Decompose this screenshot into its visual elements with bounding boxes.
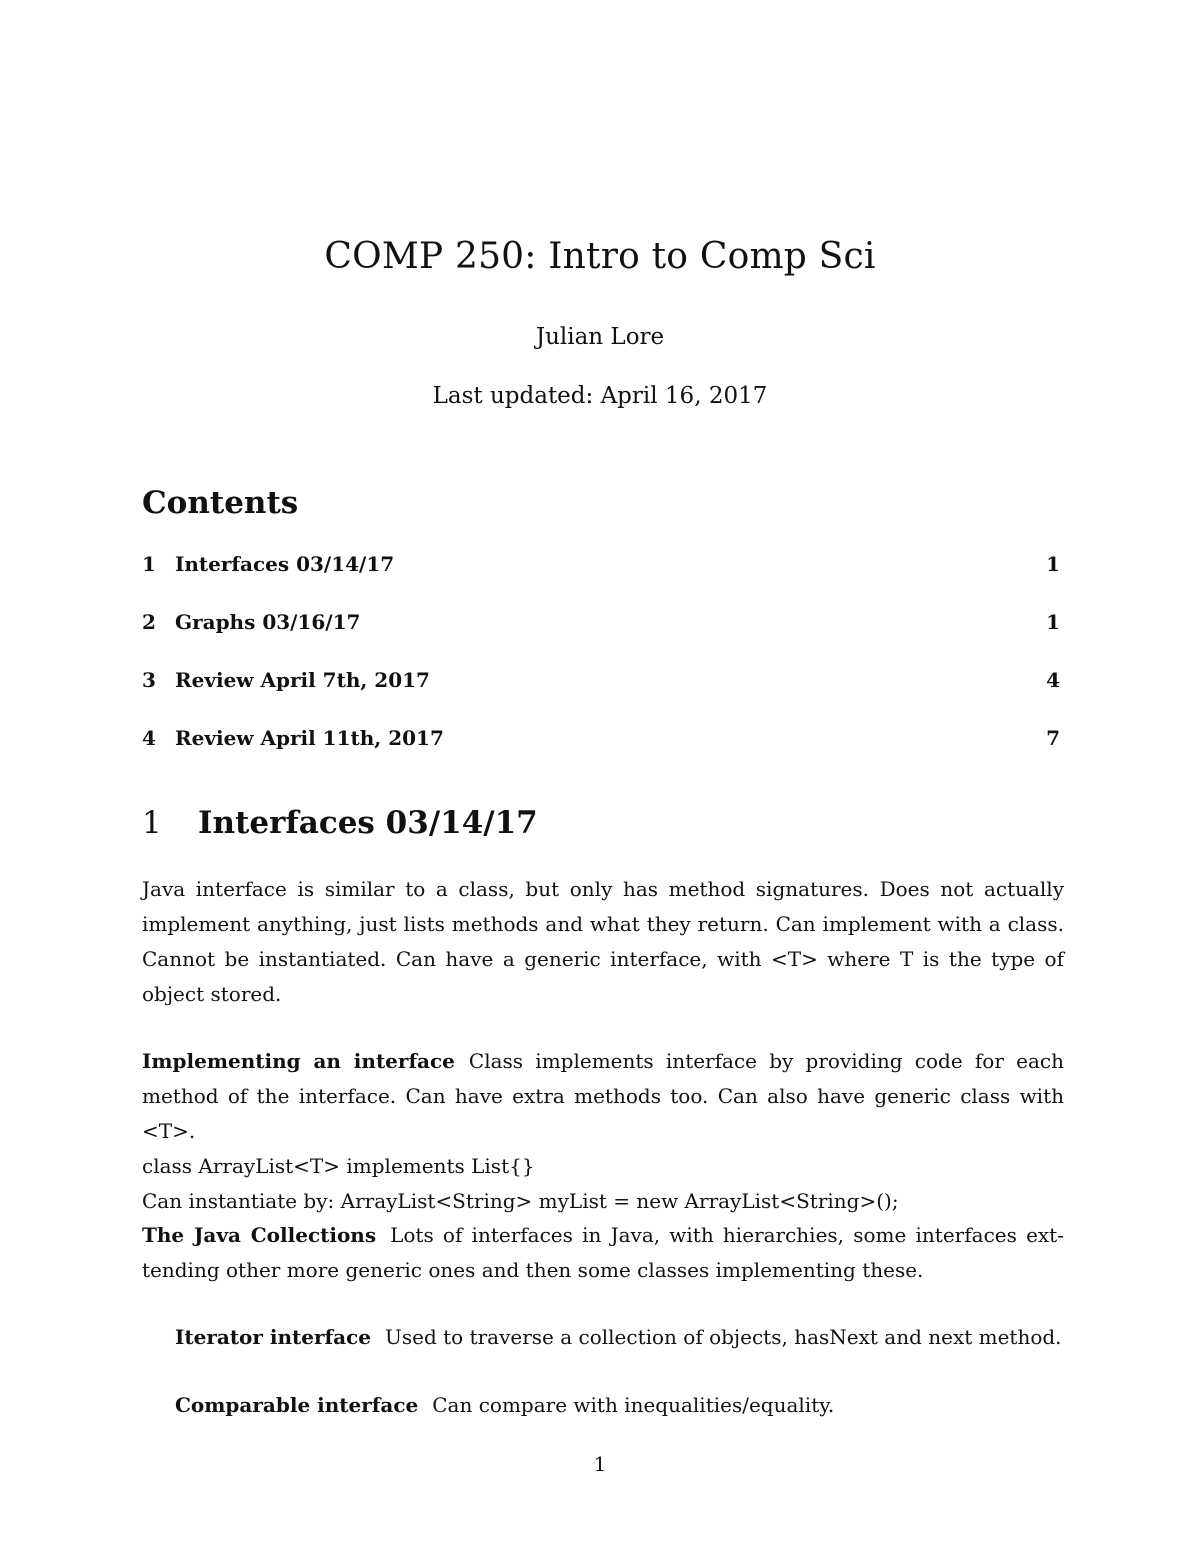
toc-entry-number: 4 [142, 726, 156, 750]
section-heading [142, 805, 538, 841]
toc-entry-number: 3 [142, 668, 156, 692]
collections-heading: The Java Collections [142, 1223, 377, 1247]
toc-entry-page: 1 [1046, 552, 1060, 576]
implementing-heading: Implementing an interface [142, 1049, 455, 1073]
collections-paragraph [142, 1218, 1064, 1288]
comparable-text: Can compare with inequalities/equality. [432, 1393, 835, 1417]
table-of-contents [142, 552, 1060, 784]
toc-entry[interactable] [142, 552, 1060, 610]
toc-entry-number: 2 [142, 610, 156, 634]
iterator-text: Used to traverse a collection of objects, hasNext and next method. [385, 1325, 1062, 1349]
comparable-paragraph [175, 1388, 1064, 1423]
toc-entry[interactable] [142, 610, 1060, 668]
collections-text: Lots of interfaces in Java, with hierarchies, some interfaces ext- tending other more generic ones and then some classes implementing these. [142, 1223, 1064, 1282]
iterator-paragraph [175, 1320, 1064, 1355]
toc-entry-page: 4 [1046, 668, 1060, 692]
toc-entry-label: Review April 11th, 2017 [175, 726, 444, 750]
contents-heading: Contents [142, 485, 299, 521]
toc-entry-label: Review April 7th, 2017 [175, 668, 430, 692]
section-title: Interfaces 03/14/17 [198, 805, 538, 841]
comparable-heading: Comparable interface [175, 1393, 419, 1417]
instantiate-line: Can instantiate by: ArrayList<String> myList = new ArrayList<String>(); [142, 1189, 899, 1213]
toc-entry-page: 7 [1046, 726, 1060, 750]
toc-entry[interactable] [142, 668, 1060, 726]
code-line: class ArrayList<T> implements List{} [142, 1154, 535, 1178]
toc-entry-label: Graphs 03/16/17 [175, 610, 361, 634]
intro-paragraph: Java interface is similar to a class, but only has method signatures. Does not actually implement anything, just lists methods and what they return. Can implement with a class. Cannot be instantiated. Can have a generic interface, with <T> where T is the type of object stored. [142, 877, 1064, 1006]
document-author: Julian Lore [535, 324, 665, 350]
iterator-heading: Iterator interface [175, 1325, 371, 1349]
last-updated-date: Last updated: April 16, 2017 [432, 383, 768, 409]
implementing-paragraph [142, 1044, 1064, 1219]
toc-entry-page: 1 [1046, 610, 1060, 634]
toc-entry-label: Interfaces 03/14/17 [175, 552, 395, 576]
toc-entry-number: 1 [142, 552, 156, 576]
page-number: 1 [593, 1452, 607, 1476]
section-number: 1 [142, 805, 162, 841]
implementing-text: Class implements interface by providing code for each method of the interface. Can have extra methods too. Can also have generic class with <T>. [142, 1049, 1064, 1143]
toc-entry[interactable] [142, 726, 1060, 784]
document-title: COMP 250: Intro to Comp Sci [324, 236, 876, 277]
